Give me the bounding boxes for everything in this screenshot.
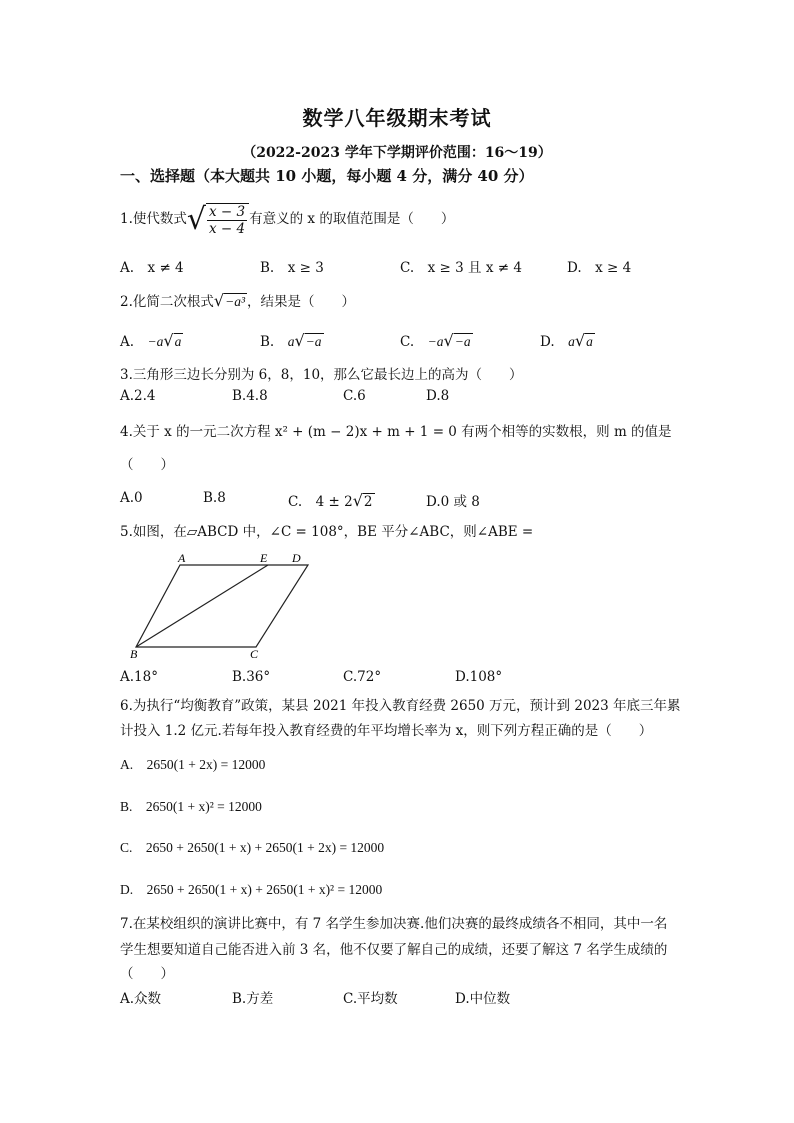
q6-option-a: A. 2650(1 + 2x) = 12000 [120,757,266,772]
q4-blank: （ ） [120,457,174,473]
vertex-label-c: C [250,647,259,660]
q1-suffix: 有意义的 x 的取值范围是（ ） [249,211,455,227]
section-heading: 一、选择题（本大题共 10 小题，每小题 4 分，满分 40 分） [120,167,534,185]
question-6-line-2: 计投入 1.2 亿元.若每年投入教育经费的年平均增长率为 x，则下列方程正确的是（ ） [120,723,653,739]
q4-option-b: B.8 [203,490,226,506]
q2-radicand: −a³ [225,294,246,309]
question-3: 3.三角形三边长分别为 6，8，10，那么它最长边上的高为（ ） [120,367,523,383]
q5-option-d: D.108° [455,669,503,685]
q2-option-d: D. a√a [540,331,593,350]
q1-prefix: 1.使代数式 [120,211,187,227]
q6-option-d: D. 2650 + 2650(1 + x) + 2650(1 + x)² = 12000 [120,882,383,897]
q4-option-d: D.0 或 8 [426,494,480,510]
q1-option-d: D. x ≥ 4 [567,260,632,276]
question-7-line-2: 学生想要知道自己能否进入前 3 名，他不仅要了解自己的成绩，还要了解这 7 名学生成绩的 [120,942,668,958]
q5-option-c: C.72° [343,669,382,685]
q2-option-a: A. −a√a [120,331,182,350]
q7-option-d: D.中位数 [455,991,511,1007]
question-6-line-1: 6.为执行“均衡教育”政策，某县 2021 年投入教育经费 2650 万元，预计到 2023 年底三年累 [120,698,681,714]
q2-suffix: ，结果是（ ） [247,294,356,310]
question-1: 1.使代数式√ $\frac{x - 3}{x - 4}$ 有意义的 x 的取值范围是（ ） [120,202,455,237]
question-2: 2.化简二次根式√−a³ ，结果是（ ） [120,291,356,310]
q1-option-a: A. x ≠ 4 [120,260,184,276]
q3-option-d: D.8 [426,388,450,404]
vertex-label-e: E [260,551,268,565]
q1-numerator: x − 3 [209,203,246,220]
q2-option-c: C. −a√−a [400,331,471,350]
q6-option-c: C. 2650 + 2650(1 + x) + 2650(1 + 2x) = 12000 [120,840,385,855]
q4-option-c: C. 4 ± 2√2 [288,491,373,510]
q5-option-a: A.18° [120,669,158,685]
q1-denominator: x − 4 [209,220,246,237]
parallelogram-figure [118,548,338,660]
segment-be [136,565,268,647]
question-5: 5.如图，在▱ABCD 中，∠C = 108°，BE 平分∠ABC，则∠ABE = [120,524,534,540]
q7-option-a: A.众数 [120,991,162,1007]
q1-option-b: B. x ≥ 3 [260,260,324,276]
q3-option-b: B.4.8 [232,388,268,404]
vertex-label-d: D [292,551,301,565]
q2-option-b: B. a√−a [260,331,322,350]
q1-fraction [207,204,247,237]
vertex-label-b: B [130,647,138,660]
q3-option-a: A.2.4 [120,388,156,404]
question-4: 4.关于 x 的一元二次方程 x² + (m − 2)x + m + 1 = 0 有两个相等的实数根，则 m 的值是 [120,424,672,440]
question-7-line-1: 7.在某校组织的演讲比赛中，有 7 名学生参加决赛.他们决赛的最终成绩各不相同，其中一名 [120,916,668,932]
parallelogram-abcd [136,565,308,647]
q3-option-c: C.6 [343,388,366,404]
q7-blank: （ ） [120,966,174,982]
exam-subtitle: （2022-2023 学年下学期评价范围：16～19） [242,145,552,161]
q7-option-b: B.方差 [232,991,274,1007]
q4-option-a: A.0 [120,490,143,506]
vertex-label-a: A [178,551,186,565]
q5-option-b: B.36° [232,669,271,685]
q2-prefix: 2.化简二次根式 [120,294,214,310]
q6-option-b: B. 2650(1 + x)² = 12000 [120,799,262,814]
q7-option-c: C.平均数 [343,991,398,1007]
q1-option-c: C. x ≥ 3 且 x ≠ 4 [400,260,522,276]
exam-title: 数学八年级期末考试 [302,106,492,130]
